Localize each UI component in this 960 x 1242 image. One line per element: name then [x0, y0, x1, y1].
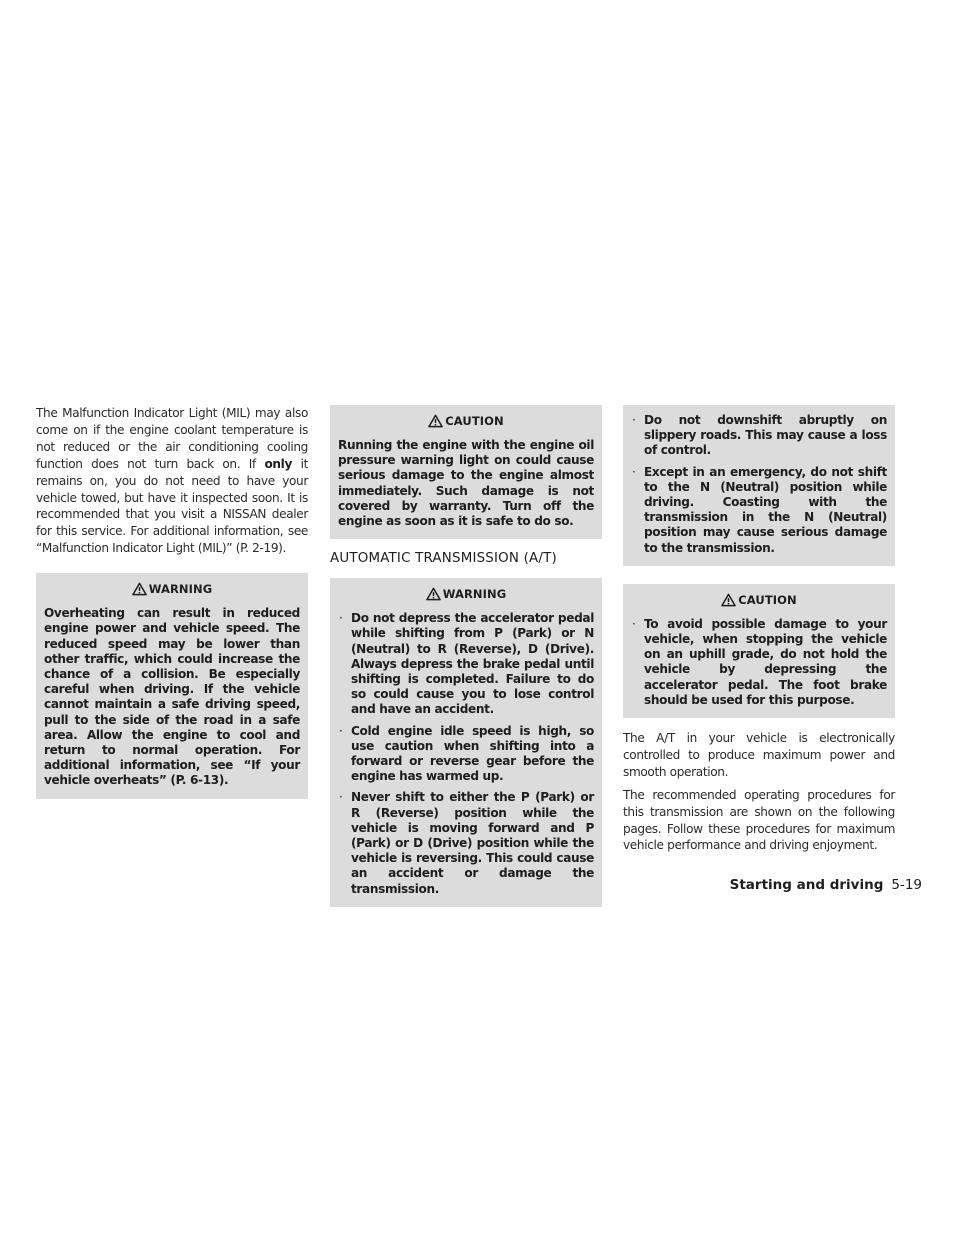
warning-header	[44, 580, 300, 598]
intro-text-1: The Malfunction Indicator Light (MIL) may also come on if the engine coolant temperature is not reduced or the air conditioning cooling function does not turn back on. If	[36, 406, 308, 471]
warning-triangle-icon	[721, 593, 736, 607]
caution-header	[631, 591, 887, 609]
warning-box-transmission	[330, 578, 602, 907]
at-description-paragraph: The A/T in your vehicle is electronically controlled to produce maximum power and smooth operation.	[623, 731, 895, 779]
procedures-paragraph: The recommended operating procedures for this transmission are shown on the following pages. Follow these procedures for maximum vehicle performance and driving enjoyment.	[623, 787, 895, 853]
caution-title: CAUTION	[738, 592, 797, 607]
intro-text-2: it remains on, you do not need to have your vehicle towed, but have it inspected soon. It is recommended that you visit a NISSAN dealer for this service. For additional information, see “Malfunction Indicator Light (MIL)” (P. 2-19).	[36, 456, 308, 556]
caution-list	[631, 617, 887, 708]
warning-header	[338, 585, 594, 603]
warning-title: WARNING	[442, 587, 507, 602]
warning-list	[338, 611, 594, 897]
intro-emphasis: only	[264, 456, 293, 471]
warning-title: WARNING	[148, 582, 213, 597]
section-heading: AUTOMATIC TRANSMISSION (A/T)	[330, 551, 557, 567]
list-item: · Never shift to either the P (Park) or R (Reverse) position while the vehicle is moving forward and P (Park) or D (Drive) position while the vehicle is reversing. This could cause an accident or damage the transmission.	[339, 790, 594, 896]
page-footer	[730, 877, 922, 893]
caution-title: CAUTION	[445, 414, 504, 428]
caution-text: Running the engine with the engine oil pressure warning light on could cause serious damage to the engine almost immediately. Such damage is not covered by warranty. Turn off the engine as soon as it is safe to do so.	[338, 438, 594, 529]
warning-text: Overheating can result in reduced engine power and vehicle speed. The reduced speed may be lower than other traffic, which could increase the chance of a collision. Be especially careful when driving. If the vehicle cannot maintain a safe driving speed, pull to the side of the road in a safe area. Allow the engine to cool and return to normal operation. For additional information, see “If your vehicle overheats” (P. 6-13).	[44, 606, 300, 788]
warning-triangle-icon	[132, 582, 147, 596]
intro-paragraph	[36, 405, 308, 557]
column-2	[330, 405, 602, 919]
list-item: · To avoid possible damage to your vehicle, when stopping the vehicle on an uphill grade, do not hold the vehicle by depressing the accelerator pedal. The foot brake should be used for this purpose.	[632, 616, 887, 707]
list-item: · Cold engine idle speed is high, so use caution when shifting into a forward or reverse gear before the engine has warmed up.	[339, 723, 594, 784]
warning-triangle-icon	[428, 414, 443, 428]
warning-box-overheating	[36, 573, 308, 798]
warning-list-continued	[631, 413, 887, 556]
caution-box-oil-pressure	[330, 405, 602, 539]
column-1	[36, 405, 308, 811]
page-number: 5-19	[891, 877, 922, 893]
warning-triangle-icon	[426, 587, 441, 601]
footer-section-title: Starting and driving	[729, 877, 884, 893]
list-item: · Do not downshift abruptly on slippery roads. This may cause a loss of control.	[632, 413, 887, 458]
caution-box-uphill	[623, 584, 895, 718]
warning-box-continued	[623, 405, 895, 566]
list-item: · Do not depress the accelerator pedal while shifting from P (Park) or N (Neutral) to R (Reverse), D (Drive). Always depress the brake pedal until shifting is completed. Failure to do so could cause you to lose control and have an accident.	[339, 611, 594, 717]
column-3	[623, 405, 895, 860]
caution-header	[338, 412, 594, 430]
list-item: · Except in an emergency, do not shift to the N (Neutral) position while driving. Coasting with the transmission in the N (Neutral) position may cause serious damage to the transmission.	[632, 464, 887, 555]
